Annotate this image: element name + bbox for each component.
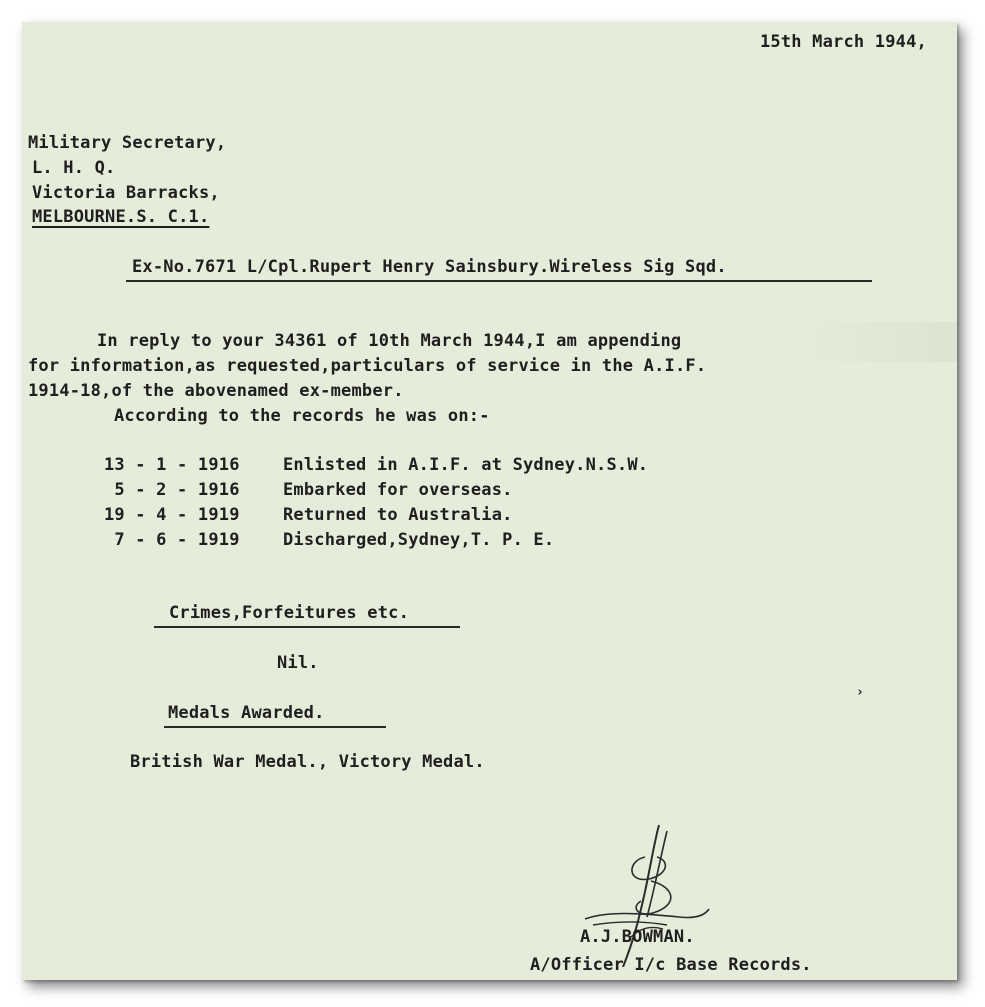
record-event: Embarked for overseas.: [283, 480, 513, 500]
subject-line: Ex-No.7671 L/Cpl.Rupert Henry Sainsbury.Wireless Sig Sqd.: [132, 257, 727, 277]
record-date: 19 - 4 - 1919: [104, 505, 240, 525]
addressee-line-1: Military Secretary,: [28, 133, 227, 153]
record-date: 7 - 6 - 1919: [104, 530, 240, 550]
body-line-4: According to the records he was on:-: [114, 406, 490, 426]
page-shade: [797, 322, 957, 362]
stray-mark: ›: [856, 685, 865, 700]
record-event: Enlisted in A.I.F. at Sydney.N.S.W.: [283, 455, 649, 475]
medals-underline: [164, 726, 386, 728]
body-line-2: for information,as requested,particulars of service in the A.I.F.: [28, 356, 707, 376]
body-line-3: 1914-18,of the abovenamed ex-member.: [28, 381, 404, 401]
medals-value: British War Medal., Victory Medal.: [130, 752, 485, 772]
addressee-line-2: L. H. Q.: [32, 158, 116, 178]
record-date: 13 - 1 - 1916: [104, 455, 240, 475]
letter-date: 15th March 1944,: [760, 32, 927, 52]
record-date: 5 - 2 - 1916: [104, 480, 240, 500]
signatory-title: A/Officer I/c Base Records.: [530, 955, 812, 975]
addressee-line-3: Victoria Barracks,: [32, 183, 220, 203]
crimes-underline: [154, 626, 460, 628]
record-event: Discharged,Sydney,T. P. E.: [283, 530, 555, 550]
signatory-name: A.J.BOWMAN.: [580, 927, 695, 947]
crimes-value: Nil.: [277, 653, 319, 673]
letter-page: [22, 22, 957, 980]
body-line-1: In reply to your 34361 of 10th March 1944,I am appending: [97, 331, 682, 351]
record-event: Returned to Australia.: [283, 505, 513, 525]
medals-heading: Medals Awarded.: [168, 703, 325, 723]
addressee-line-4: MELBOURNE.S. C.1.: [32, 207, 210, 227]
crimes-heading: Crimes,Forfeitures etc.: [169, 603, 410, 623]
subject-underline: [126, 280, 872, 282]
